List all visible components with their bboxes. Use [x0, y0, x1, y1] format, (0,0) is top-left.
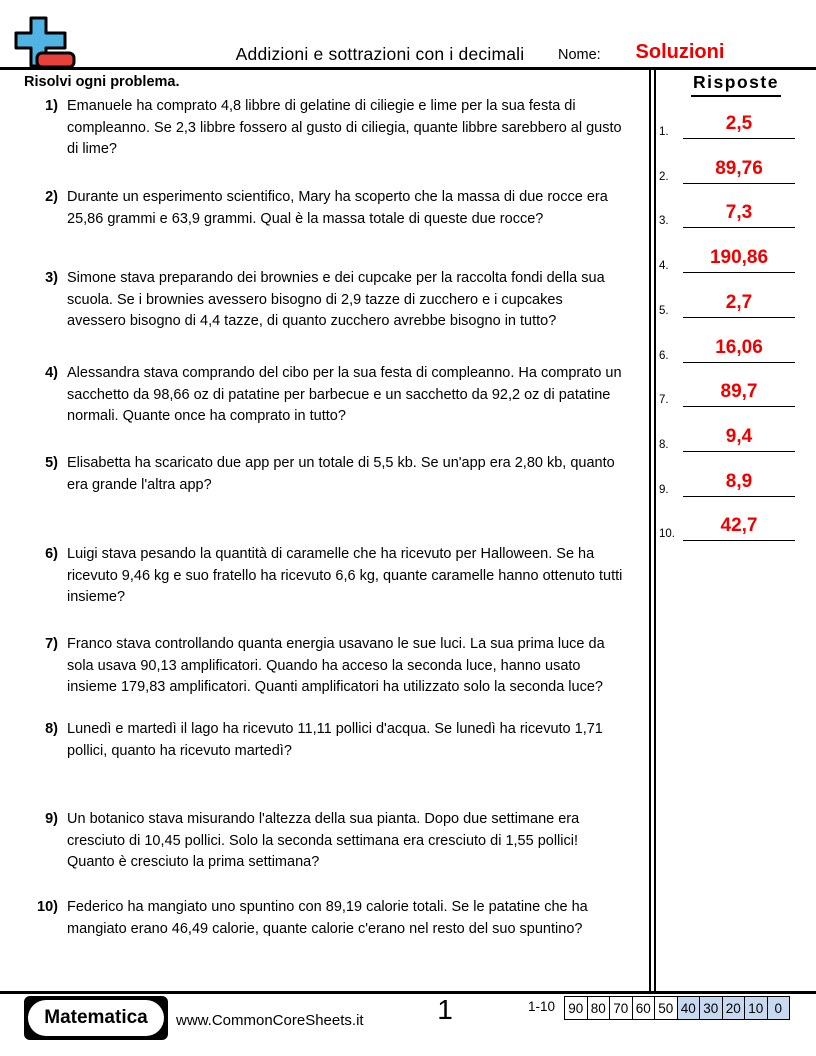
problem-text: Elisabetta ha scaricato due app per un totale di 5,5 kb. Se un'app era 2,80 kb, quanto era grande l'altra app? — [67, 455, 615, 493]
answer-row-3 — [656, 196, 816, 228]
answer-number: 1. — [659, 126, 669, 138]
page-number: 1 — [437, 994, 453, 1025]
problem-number: 9) — [45, 811, 58, 827]
problem-3 — [24, 268, 624, 333]
problem-text: Federico ha mangiato uno spuntino con 89,19 calorie totali. Se le patatine che ha mangiato erano 46,49 calorie, quante calorie c'erano nel resto del suo spuntino? — [67, 899, 588, 937]
score-cell: 30 — [700, 997, 723, 1020]
score-cell: 60 — [632, 997, 655, 1020]
answer-value: 7,3 — [725, 202, 753, 223]
answer-blank — [683, 286, 795, 318]
problem-6 — [24, 544, 624, 609]
score-cell: 40 — [677, 997, 700, 1020]
answer-value: 42,7 — [720, 515, 758, 536]
score-cell: 90 — [565, 997, 588, 1020]
answer-number: 6. — [659, 350, 669, 362]
problem-number: 3) — [45, 270, 58, 286]
score-cell: 0 — [767, 997, 790, 1020]
answer-blank — [683, 241, 795, 273]
problem-number: 5) — [45, 455, 58, 471]
answers-heading: Risposte — [656, 72, 816, 97]
answer-value: 8,9 — [725, 471, 753, 492]
score-cell: 20 — [722, 997, 745, 1020]
problem-1 — [24, 96, 624, 161]
score-table — [564, 996, 790, 1020]
problem-4 — [24, 363, 624, 428]
brand-badge — [24, 996, 168, 1040]
answer-row-4 — [656, 241, 816, 273]
brand-logo: Matematica — [28, 1000, 164, 1036]
answer-number: 8. — [659, 439, 669, 451]
problem-text: Un botanico stava misurando l'altezza della sua pianta. Dopo due settimane era cresciuto di 10,45 pollici. Solo la seconda settimana era cresciuto di 1,55 pollici! Quanto è cresciuto la prima settimana? — [67, 811, 580, 870]
answer-row-8 — [656, 420, 816, 452]
problem-text: Franco stava controllando quanta energia usavano le sue luci. La sua prima luce da sola usava 90,13 amplificatori. Quando ha acceso la seconda luce, hanno usato insieme 179,83 amplificatori. Quanti amplificatori ha utilizzato solo la seconda luce? — [67, 636, 605, 695]
score-cell: 70 — [610, 997, 633, 1020]
problem-10 — [24, 897, 624, 940]
answer-row-6 — [656, 331, 816, 363]
name-label: Nome: — [558, 47, 601, 63]
answer-row-2 — [656, 152, 816, 184]
answers-column — [656, 0, 816, 992]
answer-row-5 — [656, 286, 816, 318]
score-row — [565, 997, 790, 1020]
problem-number: 2) — [45, 189, 58, 205]
problem-text: Durante un esperimento scientifico, Mary ha scoperto che la massa di due rocce era 25,86 grammi e 63,9 grammi. Qual è la massa totale di queste due rocce? — [67, 189, 608, 227]
answer-blank — [683, 375, 795, 407]
problem-9 — [24, 809, 624, 874]
column-divider — [649, 70, 656, 992]
answer-blank — [683, 152, 795, 184]
website-url: www.CommonCoreSheets.it — [176, 1012, 364, 1029]
problem-number: 6) — [45, 546, 58, 562]
score-cell: 80 — [587, 997, 610, 1020]
answer-blank — [683, 196, 795, 228]
answer-value: 2,7 — [725, 292, 753, 313]
answer-value: 190,86 — [709, 247, 769, 268]
problem-text: Alessandra stava comprando del cibo per la sua festa di compleanno. Ha comprato un sacchetto da 98,66 oz di patatine per barbecue e un sacchetto da 92,2 oz di patatine normali. Quante once ha comprato in tutto? — [67, 365, 622, 424]
problem-8 — [24, 719, 624, 762]
answer-number: 5. — [659, 305, 669, 317]
answer-blank — [683, 331, 795, 363]
plus-minus-icon — [14, 16, 78, 70]
problem-text: Simone stava preparando dei brownies e dei cupcake per la raccolta fondi della sua scuola. Se i brownies avessero bisogno di 2,9 tazze di zucchero e i cupcakes avessero bisogno di 4,4 tazze, di quanto zucchero avrebbe bisogno in tutto? — [67, 270, 605, 329]
score-range-label: 1-10 — [528, 999, 556, 1014]
score-cell: 10 — [745, 997, 768, 1020]
page-title: Addizioni e sottrazioni con i decimali — [235, 44, 525, 64]
problem-number: 1) — [45, 98, 58, 114]
problem-text: Emanuele ha comprato 4,8 libbre di gelatine di ciliegie e lime per la sua festa di compleanno. Se 2,3 libbre fossero al gusto di ciliegia, quante libbre sarebbero al gusto di lime? — [67, 98, 622, 157]
answer-blank — [683, 420, 795, 452]
problem-number: 8) — [45, 721, 58, 737]
answer-value: 89,76 — [715, 158, 763, 179]
answer-number: 7. — [659, 394, 669, 406]
problem-5 — [24, 453, 624, 496]
problem-2 — [24, 187, 624, 230]
answer-value: 16,06 — [715, 337, 763, 358]
answer-value: 2,5 — [725, 113, 753, 134]
answer-row-9 — [656, 465, 816, 497]
problem-number: 10) — [37, 899, 58, 915]
answer-blank — [683, 509, 795, 541]
answer-value: 89,7 — [720, 381, 758, 402]
problem-7 — [24, 634, 624, 699]
answer-value: 9,4 — [725, 426, 753, 447]
answer-number: 9. — [659, 484, 669, 496]
answer-number: 3. — [659, 215, 669, 227]
answer-number: 4. — [659, 260, 669, 272]
answer-row-1 — [656, 107, 816, 139]
problem-text: Lunedì e martedì il lago ha ricevuto 11,11 pollici d'acqua. Se lunedì ha ricevuto 1,71 pollici, quanto ha ricevuto martedì? — [67, 721, 603, 759]
problem-text: Luigi stava pesando la quantità di caramelle che ha ricevuto per Halloween. Se ha ricevuto 9,46 kg e suo fratello ha ricevuto 6,6 kg, quante caramelle hanno ottenuto tutti insieme? — [67, 546, 623, 605]
name-value-solutions: Soluzioni — [635, 41, 725, 63]
score-cell: 50 — [655, 997, 678, 1020]
answer-blank — [683, 465, 795, 497]
problem-number: 4) — [45, 365, 58, 381]
answer-row-10 — [656, 509, 816, 541]
answer-number: 2. — [659, 171, 669, 183]
problem-number: 7) — [45, 636, 58, 652]
instructions-text: Risolvi ogni problema. — [24, 74, 180, 90]
answer-row-7 — [656, 375, 816, 407]
answer-blank — [683, 107, 795, 139]
answer-number: 10. — [659, 528, 675, 540]
